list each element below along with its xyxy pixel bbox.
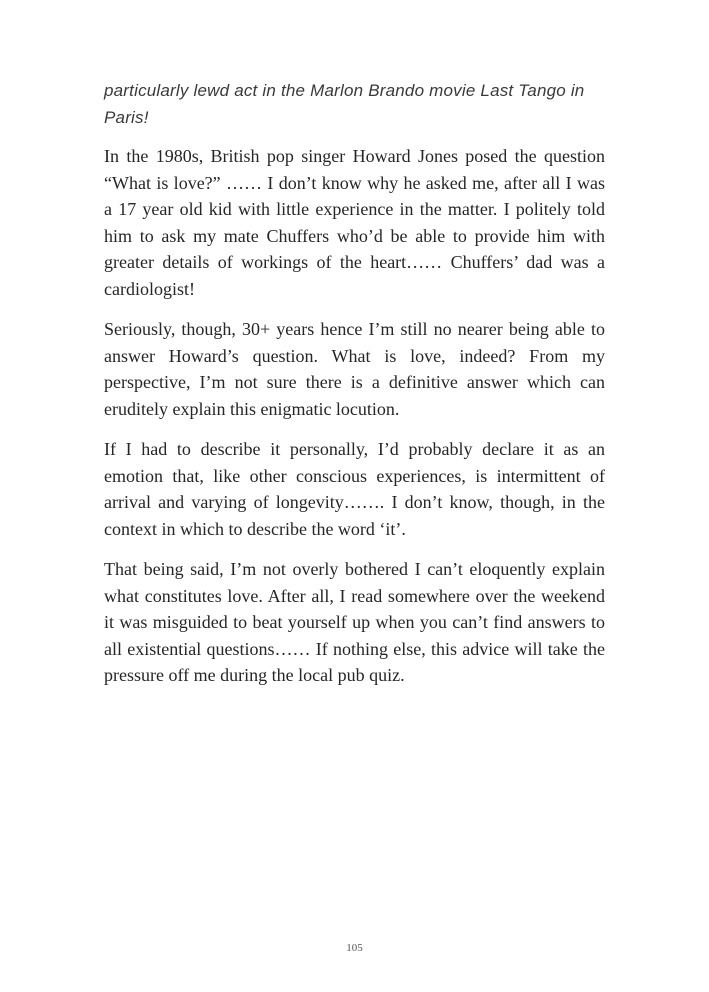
body-text: [104, 78, 605, 703]
page-number: 105: [346, 942, 363, 954]
paragraph: In the 1980s, British pop singer Howard Jones posed the question “What is love?” …… I don’t know why he asked me, after all I was a 17 year old kid with little experience in the matter. I politely told him to ask my mate Chuffers who’d be able to provide him with greater details of workings of the heart…… Chuffers’ dad was a cardiologist!: [104, 146, 605, 299]
paragraph: If I had to describe it personally, I’d probably declare it as an emotion that, like other conscious experiences, is intermittent of arrival and varying of longevity……. I don’t know, though, in the context in which to describe the word ‘it’.: [104, 439, 605, 539]
paragraph: That being said, I’m not overly bothered I can’t eloquently explain what constitutes love. After all, I read somewhere over the weekend it was misguided to beat yourself up when you can’t find answers to all existential questions…… If nothing else, this advice will take the pressure off me during the local pub quiz.: [104, 559, 605, 685]
paragraph-continued-italic: particularly lewd act in the Marlon Brando movie Last Tango in Paris!: [104, 81, 585, 127]
paragraph: Seriously, though, 30+ years hence I’m still no nearer being able to answer Howard’s question. What is love, indeed? From my perspective, I’m not sure there is a definitive answer which can eruditely explain this enigmatic locution.: [104, 319, 605, 419]
